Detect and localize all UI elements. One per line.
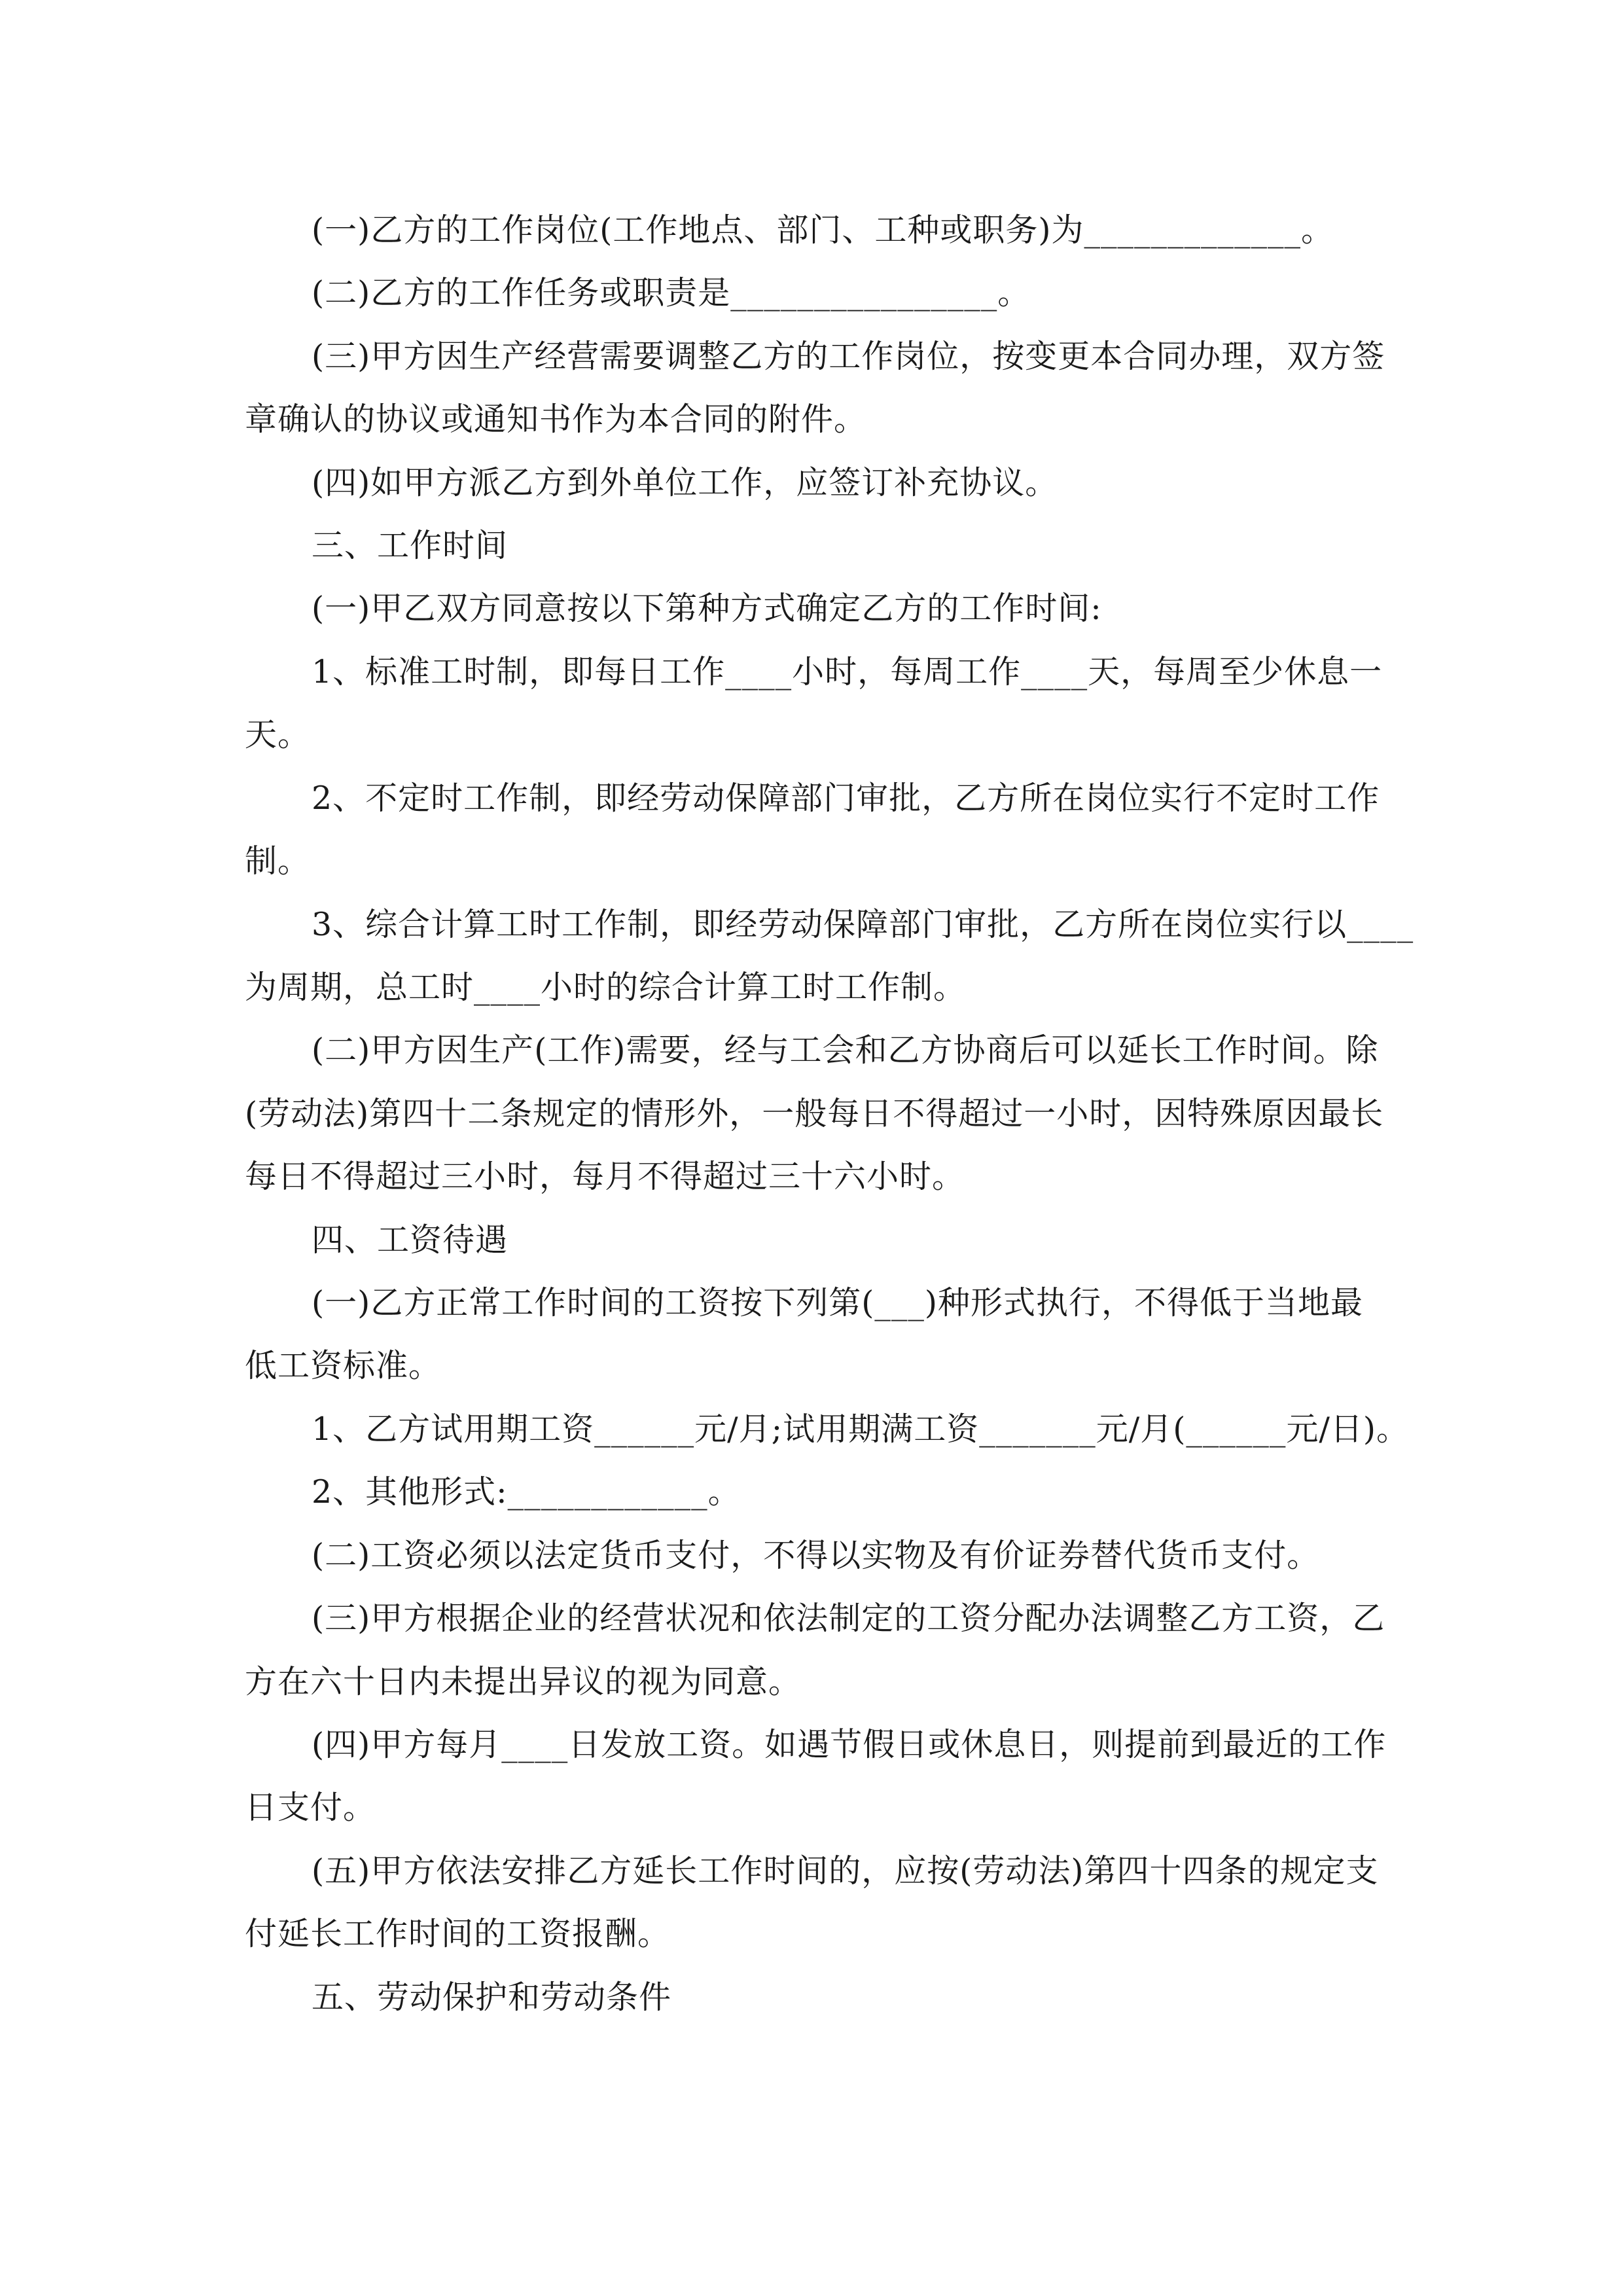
paragraph: (四)如甲方派乙方到外单位工作，应签订补充协议。	[312, 464, 1058, 501]
paragraph: 3、综合计算工时工作制，即经劳动保障部门审批，乙方所在岗位实行以____	[312, 906, 1414, 943]
paragraph: (三)甲方因生产经营需要调整乙方的工作岗位，按变更本合同办理，双方签	[312, 338, 1385, 375]
paragraph: 低工资标准。	[245, 1347, 442, 1384]
paragraph: (四)甲方每月____日发放工资。如遇节假日或休息日，则提前到最近的工作	[312, 1726, 1387, 1763]
paragraph: (劳动法)第四十二条规定的情形外，一般每日不得超过一小时，因特殊原因最长	[245, 1095, 1384, 1132]
paragraph: 方在六十日内未提出异议的视为同意。	[245, 1663, 802, 1700]
paragraph: (一)甲乙双方同意按以下第种方式确定乙方的工作时间:	[312, 590, 1102, 627]
paragraph: (三)甲方根据企业的经营状况和依法制定的工资分配办法调整乙方工资，乙	[312, 1600, 1385, 1637]
paragraph: 日支付。	[245, 1789, 376, 1826]
section-heading: 三、工作时间	[312, 527, 508, 564]
paragraph: 2、其他形式:____________。	[312, 1473, 741, 1511]
paragraph: (一)乙方的工作岗位(工作地点、部门、工种或职务)为_____________。	[312, 211, 1334, 249]
paragraph: 付延长工作时间的工资报酬。	[245, 1915, 671, 1952]
paragraph: (二)工资必须以法定货币支付，不得以实物及有价证券替代货币支付。	[312, 1537, 1320, 1574]
section-heading: 四、工资待遇	[312, 1221, 508, 1259]
paragraph: 1、标准工时制，即每日工作____小时，每周工作____天，每周至少休息一	[312, 653, 1383, 691]
paragraph: 2、不定时工作制，即经劳动保障部门审批，乙方所在岗位实行不定时工作	[312, 780, 1380, 817]
paragraph: 1、乙方试用期工资______元/月;试用期满工资_______元/月(______元/日)。	[312, 1410, 1409, 1448]
paragraph: 章确认的协议或通知书作为本合同的附件。	[245, 401, 867, 438]
paragraph: (二)乙方的工作任务或职责是________________。	[312, 274, 1031, 312]
paragraph: 每日不得超过三小时，每月不得超过三十六小时。	[245, 1158, 965, 1195]
paragraph: (五)甲方依法安排乙方延长工作时间的，应按(劳动法)第四十四条的规定支	[312, 1852, 1379, 1890]
paragraph: 制。	[245, 842, 311, 880]
paragraph: 为周期，总工时____小时的综合计算工时工作制。	[245, 969, 967, 1006]
paragraph: (一)乙方正常工作时间的工资按下列第(___)种形式执行，不得低于当地最	[312, 1284, 1363, 1321]
paragraph: (二)甲方因生产(工作)需要，经与工会和乙方协商后可以延长工作时间。除	[312, 1031, 1379, 1069]
paragraph: 天。	[245, 716, 311, 753]
section-heading: 五、劳动保护和劳动条件	[312, 1979, 672, 2016]
